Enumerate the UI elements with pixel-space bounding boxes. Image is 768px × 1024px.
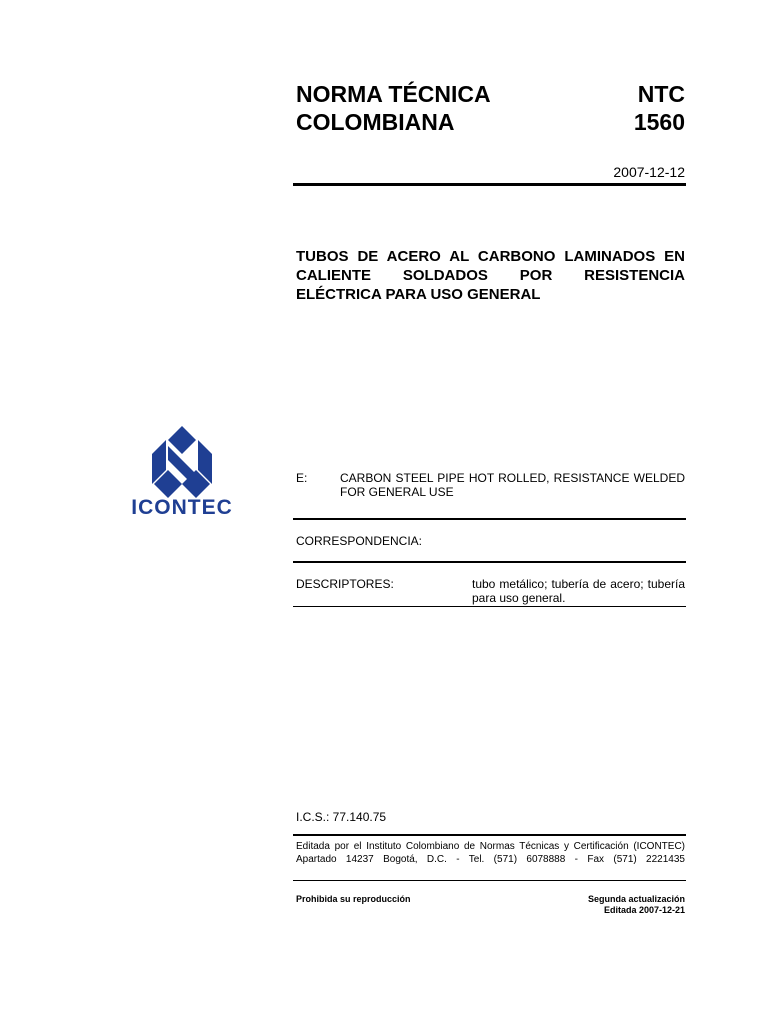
ics-code: I.C.S.: 77.140.75 (296, 810, 387, 824)
descriptors-label: DESCRIPTORES: (296, 577, 394, 591)
edition-update: Segunda actualización (587, 894, 685, 904)
divider-english (293, 518, 686, 520)
standard-title-line1: NORMA TÉCNICA (296, 81, 491, 107)
descriptors-text: tubo metálico; tubería de acero; tubería para uso general. (472, 577, 685, 605)
english-title: CARBON STEEL PIPE HOT ROLLED, RESISTANCE WELDED FOR GENERAL USE (340, 471, 685, 499)
reproduction-notice: Prohibida su reproducción (296, 894, 411, 904)
divider-publisher (293, 880, 686, 881)
header-divider (293, 183, 686, 186)
edition-info (540, 894, 685, 916)
publisher-line2: Apartado 14237 Bogotá, D.C. - Tel. (571) 6078888 - Fax (571) 2221435 (296, 854, 685, 865)
document-title: TUBOS DE ACERO AL CARBONO LAMINADOS EN CALIENTE SOLDADOS POR RESISTENCIA ELÉCTRICA PARA USO GENERAL (296, 248, 685, 303)
correspondence-label: CORRESPONDENCIA: (296, 534, 423, 548)
divider-ics (293, 834, 686, 836)
publication-date: 2007-12-12 (613, 164, 685, 180)
divider-correspondence (293, 561, 686, 563)
publisher-info (296, 840, 685, 866)
standard-code (560, 80, 685, 136)
publisher-line1: Editada por el Instituto Colombiano de Normas Técnicas y Certificación (ICONTEC) (296, 841, 685, 852)
standard-title (296, 80, 556, 136)
icontec-logo (124, 426, 240, 522)
standard-title-line2: COLOMBIANA (296, 109, 455, 135)
standard-code-line1: NTC (637, 81, 685, 107)
standard-code-line2: 1560 (633, 109, 685, 135)
divider-descriptors (293, 606, 686, 607)
icontec-logo-text: ICONTEC (131, 496, 233, 519)
english-title-label: E: (296, 471, 308, 485)
edition-date: Editada 2007-12-21 (603, 905, 685, 915)
